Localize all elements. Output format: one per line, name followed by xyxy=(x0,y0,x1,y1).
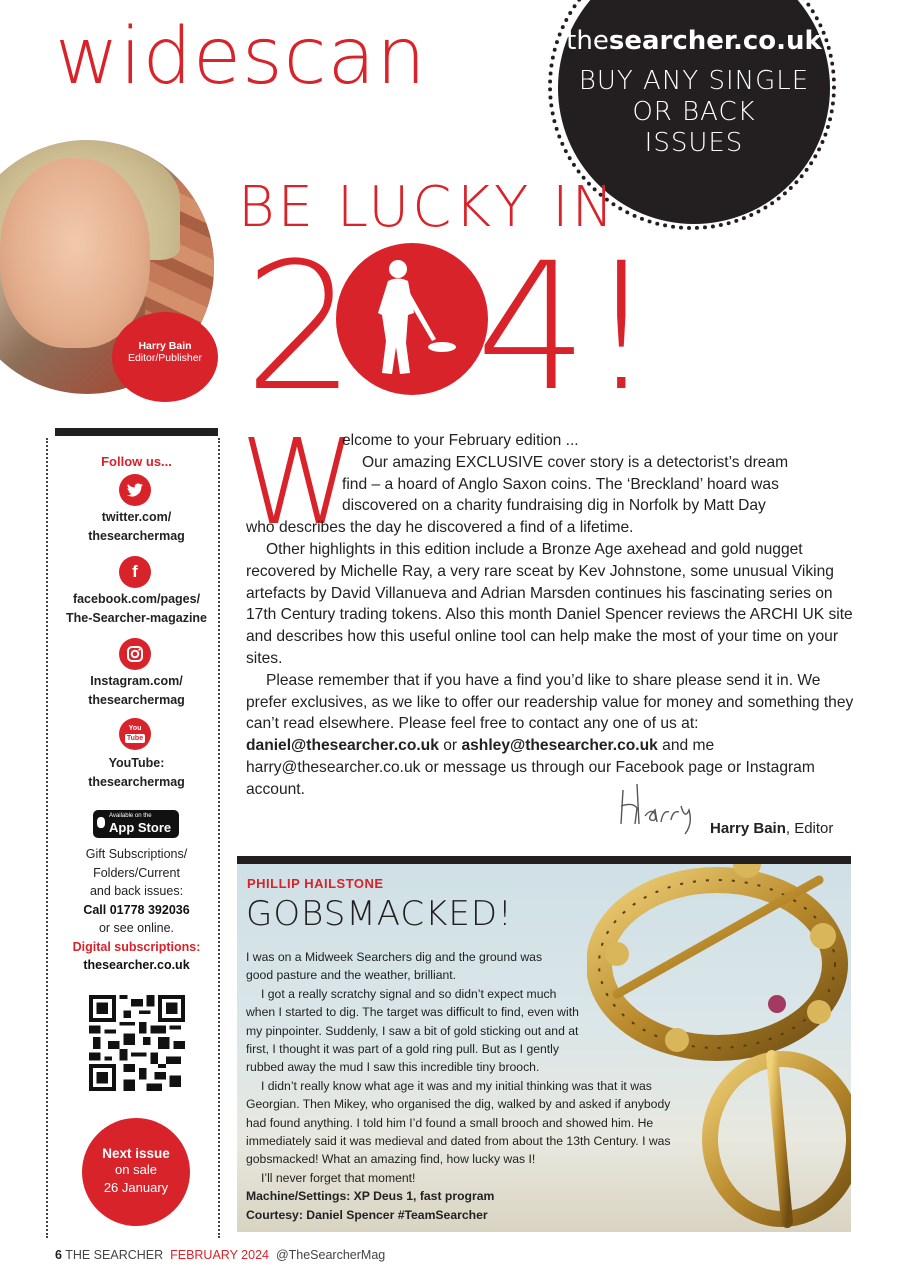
youtube-line-2: thesearchermag xyxy=(88,775,185,789)
instagram-line-1: Instagram.com/ xyxy=(90,674,183,688)
portrait-face xyxy=(0,158,150,348)
facebook-link[interactable] xyxy=(55,590,218,628)
body-line-4: discovered on a charity fundraising dig in Norfolk by Matt Day xyxy=(342,497,766,515)
body-line-2: Our amazing EXCLUSIVE cover story is a detectorist’s dream xyxy=(362,453,789,471)
next-issue-title: Next issue xyxy=(102,1146,170,1161)
twitter-icon[interactable] xyxy=(119,474,151,506)
youtube-line-1: YouTube: xyxy=(108,756,165,770)
app-store-big: App Store xyxy=(109,820,172,835)
app-store-small: Available on the xyxy=(109,813,152,819)
gift-line-5: or see online. xyxy=(98,921,175,935)
sign-off-name: Harry Bain xyxy=(710,820,786,837)
story-paragraph-2: I got a really scratchy signal and so didn’t expect much when I started to dig. The target was difficult to find, even with my pinpointer. Suddenly, I saw a bit of gold sticking out and at first, I thought it was part of a gold ring pull. But as I gently rubbed away the mud I saw this incredible tiny brooch. xyxy=(246,986,579,1075)
app-store-badge[interactable] xyxy=(93,810,179,838)
next-issue-badge xyxy=(82,1118,190,1226)
editor-role: Editor/Publisher xyxy=(127,352,203,364)
story-paragraph-1: I was on a Midweek Searchers dig and the ground was good pasture and the weather, brilliant. xyxy=(246,950,543,983)
subscriptions-info xyxy=(55,845,218,975)
instagram-icon[interactable] xyxy=(119,638,151,670)
body-paragraph-3 xyxy=(246,670,856,801)
email-daniel[interactable]: daniel@thesearcher.co.uk xyxy=(246,737,439,755)
body-p3-start: Please remember that if you have a find you’d like to share please send it in. We prefer exclusives, as we like to offer our readership value for money and something they can’t read elsewhere. Please feel free to contact any one of us at: xyxy=(246,671,854,733)
promo-line-2: OR BACK xyxy=(632,97,756,127)
year-exclamation: ! xyxy=(586,225,657,430)
masthead-title: widescan xyxy=(55,12,427,102)
twitter-link[interactable] xyxy=(55,508,218,546)
footer-handle[interactable]: @TheSearcherMag xyxy=(275,1248,386,1262)
gift-line-2: Folders/Current xyxy=(93,865,180,880)
story-box xyxy=(237,864,851,1232)
youtube-link[interactable] xyxy=(55,754,218,792)
twitter-line-1: twitter.com/ xyxy=(101,510,172,524)
email-ashley[interactable]: ashley@thesearcher.co.uk xyxy=(461,737,658,755)
drop-cap: W xyxy=(240,413,357,551)
facebook-line-1: facebook.com/pages/ xyxy=(72,592,201,606)
story-text xyxy=(246,948,686,1224)
signature-text: Harry xyxy=(615,780,618,781)
story-title: GOBSMACKED! xyxy=(246,894,513,934)
follow-us-label: Follow us... xyxy=(101,454,172,469)
story-paragraph-3: I didn’t really know what age it was and my initial thinking was that it was Georgian. Then Mikey, who organised the dig, walked by and asked if anybody had found anything. I told him I’d found a small brooch and showed him. He immediately said it was medieval and dated from about the 13th Century. I was gobsmacked! What an amazing find, how lucky was I! xyxy=(246,1078,671,1167)
next-issue-line-2: on sale xyxy=(115,1162,157,1177)
promo-offer xyxy=(548,66,840,159)
body-or: or xyxy=(443,737,458,755)
editor-badge xyxy=(112,312,218,402)
editorial-text xyxy=(246,430,856,801)
promo-line-3: ISSUES xyxy=(644,128,744,158)
footer-magazine: THE SEARCHER xyxy=(65,1248,164,1262)
footer-page-number: 6 xyxy=(55,1248,62,1262)
promo-site-domain: searcher.co.uk xyxy=(608,26,822,56)
instagram-link[interactable] xyxy=(55,672,218,710)
editor-name: Harry Bain xyxy=(138,340,192,352)
body-line-5: who describes the day he discovered a find of a lifetime. xyxy=(246,519,634,537)
promo-line-1: BUY ANY SINGLE xyxy=(578,66,810,96)
instagram-line-2: thesearchermag xyxy=(88,693,185,707)
gift-line-1: Gift Subscriptions/ xyxy=(85,847,188,861)
story-paragraph-4: I’ll never forget that moment! xyxy=(261,1170,416,1185)
body-paragraph-2: Other highlights in this edition include a Bronze Age axehead and gold nugget recovered by Michelle Ray, a very rare sceat by Kev Johnstone, some unusual Viking artefacts by David Villanueva and Adrian Marsden continues his fascinating series on 17th Century trading tokens. Also this month Daniel Spencer reviews the ARCHI UK site and describes how this useful online tool can help make the most of your time on your sites. xyxy=(246,540,853,667)
detectorist-disc-icon xyxy=(336,243,488,395)
footer-month: FEBRUARY 2024 xyxy=(170,1248,269,1262)
digital-subscriptions-link[interactable]: thesearcher.co.uk xyxy=(83,958,190,972)
story-machine-settings: Machine/Settings: XP Deus 1, fast program xyxy=(246,1189,495,1204)
body-p3-end: and me harry@thesearcher.co.uk or message us through our Facebook page or Instagram account. xyxy=(246,737,815,798)
sidebar-dotted-left xyxy=(46,438,48,1238)
youtube-glyph-top: You xyxy=(128,725,142,732)
editor-signature xyxy=(615,780,715,836)
facebook-line-2: The-Searcher-magazine xyxy=(65,611,208,625)
gift-phone[interactable]: Call 01778 392036 xyxy=(83,902,190,917)
sidebar-dotted-right xyxy=(218,438,220,1238)
twitter-line-2: thesearchermag xyxy=(88,529,185,543)
detectorist-silhouette-icon xyxy=(336,243,488,395)
editor-sign-off xyxy=(710,820,833,837)
page-footer xyxy=(55,1248,385,1262)
story-top-rule xyxy=(237,856,851,864)
promo-site xyxy=(548,26,840,56)
body-line-1: elcome to your February edition ... xyxy=(342,432,579,449)
body-line-3: find – a hoard of Anglo Saxon coins. The ‘Breckland’ hoard was xyxy=(342,475,779,493)
youtube-glyph-bottom: Tube xyxy=(126,735,144,742)
story-courtesy: Courtesy: Daniel Spencer #TeamSearcher xyxy=(246,1207,488,1222)
headline-be-lucky: BE LUCKY IN xyxy=(238,175,617,240)
year-digit-3: 4 xyxy=(476,225,588,430)
facebook-glyph: f xyxy=(132,562,138,581)
sidebar-top-rule xyxy=(55,428,218,436)
story-author: PHILLIP HAILSTONE xyxy=(247,876,384,891)
qr-code-icon[interactable] xyxy=(89,995,185,1091)
promo-badge[interactable] xyxy=(548,0,840,172)
year-digit-1: 2 xyxy=(244,225,356,430)
next-issue-date: 26 January xyxy=(103,1180,169,1195)
gift-line-3: and back issues: xyxy=(89,884,184,898)
promo-site-prefix: the xyxy=(566,26,609,56)
sign-off-role: , Editor xyxy=(785,820,834,837)
youtube-icon[interactable] xyxy=(119,718,151,750)
instagram-camera-icon xyxy=(119,638,151,670)
apple-logo-icon xyxy=(97,817,105,828)
digital-subscriptions-label: Digital subscriptions: xyxy=(72,939,201,954)
facebook-icon[interactable] xyxy=(119,556,151,588)
twitter-bird-icon xyxy=(119,474,151,506)
